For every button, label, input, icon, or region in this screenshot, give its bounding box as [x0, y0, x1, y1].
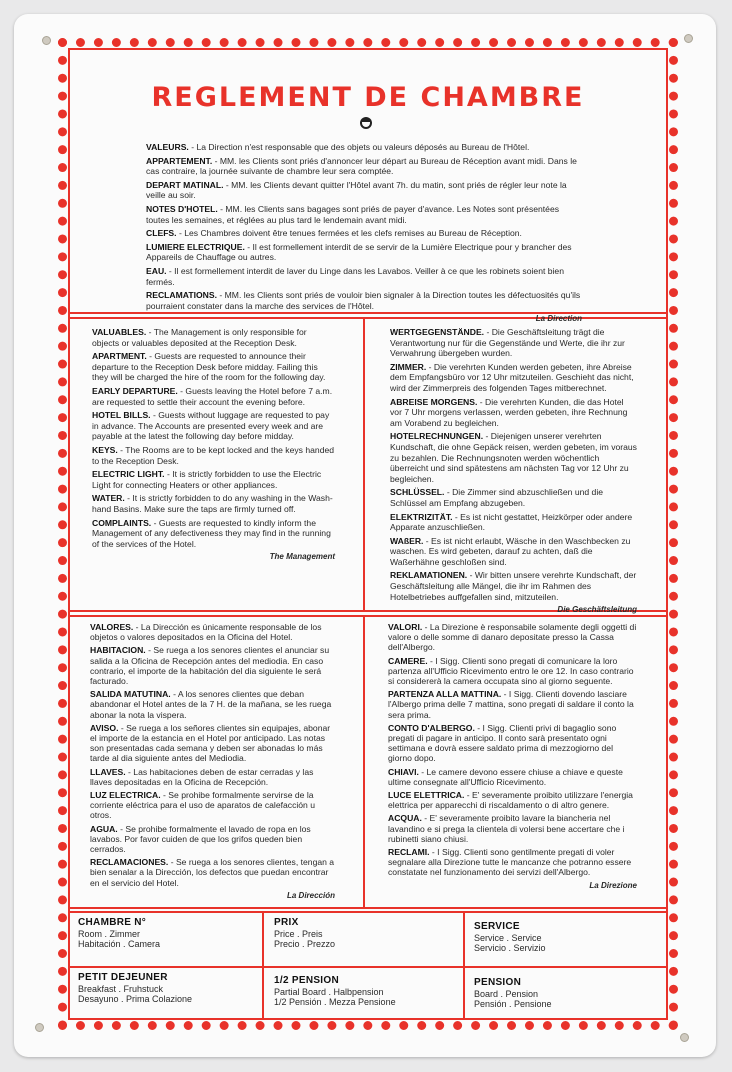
info-room-head: CHAMBRE N°: [78, 917, 147, 928]
rule-text: - Les Chambres doivent être tenues fermées et les clefs remises au Bureau de Réception.: [176, 228, 522, 239]
rule-text: - A los senores clientes que deban abandonar el Hotel antes de la 7 H. de la mañana, se les ruega abonar la nota la vispera.: [90, 689, 332, 720]
rules-italian: [388, 622, 637, 891]
rule-text: - Le camere devono essere chiuse a chiave e queste ultime consegnate all'Ufficio Ricevimento.: [388, 766, 623, 787]
rule-text: - Es ist nicht erlaubt, Wäsche in den Waschbecken zu waschen. Es wird gebeten, darauf zu achten, daß die Waßerhähne geschloßen sind.: [390, 535, 631, 567]
rule-label: RECLAMI.: [388, 847, 430, 858]
info-room-line2: Habitación . Camera: [78, 939, 161, 949]
rule-item: [146, 266, 582, 287]
rule-item: [90, 857, 335, 888]
rule-label: RECLAMATIONS.: [146, 290, 217, 301]
screw-hole-top-left: [42, 36, 51, 45]
rule-label: CONTO D'ALBERGO.: [388, 722, 475, 733]
rule-item: [90, 622, 335, 642]
rule-text: - I Sigg. Clienti dovendo lasciare l'Albergo prima delle 7 mattina, sono pregati di saldare il conto la sera prima.: [388, 689, 634, 720]
rule-text: - Se prohibe formalmente servirse de la corriente eléctrica para el uso de aparatos de calefacción u otros.: [90, 790, 316, 821]
rule-item: [92, 469, 335, 490]
rule-text: - MM. les Clients sont priés d'annoncer leur départ au Bureau de Réception avant midi. Dans le cas contraire, la journée suivante de chambre leur sera comptée.: [146, 155, 577, 177]
divider-info-col-2: [463, 911, 465, 1020]
rule-text: - The Rooms are to be kept locked and the keys handed to the Reception Desk.: [92, 444, 335, 466]
info-service-line2: Servicio . Servizio: [474, 943, 546, 953]
rule-item: [92, 327, 335, 348]
info-full-board-line2: Pensión . Pensione: [474, 999, 552, 1009]
rule-item: [390, 512, 637, 533]
info-full-board-head: PENSION: [474, 977, 522, 988]
rule-item: [146, 290, 582, 311]
rule-item: [90, 824, 335, 855]
divider-info-2: [68, 911, 668, 913]
rule-label: VALORES.: [90, 622, 134, 632]
rule-label: ZIMMER.: [390, 361, 427, 372]
rule-text: - E' severamente proibito lavare la biancheria nel lavandino e si prega la clientela di volersi bene accertare che i rubinetti siano chiusi.: [388, 813, 625, 844]
rule-item: [146, 204, 582, 225]
rule-label: VALORI.: [388, 622, 423, 632]
info-half-board-head: 1/2 PENSION: [274, 975, 339, 986]
rule-item: [388, 813, 637, 844]
rule-text: - Guests are requested to announce their departure to the Reception Desk before midday. Failing this they will be charged the hire of the room for the following day.: [92, 351, 326, 383]
rule-text: - Las habitaciones deben de estar cerradas y las llaves depositadas en la Oficina de Recepción.: [90, 766, 314, 787]
rule-label: WERTGEGENSTÄNDE.: [390, 327, 485, 337]
rule-label: CAMERE.: [388, 655, 428, 666]
rule-item: [390, 362, 637, 394]
rule-text: - Se ruega a los señores clientes sin equipajes, abonar el importe de la estancia en el Hotel por anticipado. Las notas son presentadas cada semana y deben ser abonadas lo más tarde al dia siguiente antes del Mediodia.: [90, 722, 331, 764]
rule-item: [388, 656, 637, 687]
divider-info-row: [68, 966, 668, 968]
rule-item: [92, 445, 335, 466]
rule-text: - Wir bitten unsere verehrte Kundschaft, der Geschäftsleitung alle Mängel, die ihr im Rahmen des Hotelbetriebes auffgefallen sind, mitzuteilen.: [390, 570, 637, 602]
info-breakfast: [78, 973, 258, 1005]
rule-label: VALEURS.: [146, 142, 189, 152]
info-half-board-line1: Partial Board . Halbpension: [274, 986, 384, 997]
rule-text: - Die Geschäftsleitung trägt die Verantwortung nur für die Gegenstände und Werte, die ihr zur Verwahrung übergeben wurden.: [390, 327, 625, 359]
rule-item: [90, 767, 335, 787]
page-title: REGLEMENT DE CHAMBRE: [151, 82, 585, 113]
rule-label: VALUABLES.: [92, 327, 147, 337]
rule-text: - Guests without luggage are requested to pay in advance. The Accounts are presented every week and are payable at the latest the following day before midday.: [92, 410, 330, 442]
rule-item: [388, 622, 637, 653]
rule-label: RECLAMACIONES.: [90, 857, 169, 868]
rule-label: LUMIERE ELECTRIQUE.: [146, 241, 245, 252]
rule-label: HOTEL BILLS.: [92, 410, 151, 421]
hotel-emblem-icon: [360, 117, 372, 129]
rule-text: - The Management is only responsible for objects or valuables deposited at the Reception Desk.: [92, 327, 307, 348]
rule-item: [390, 487, 637, 508]
info-price: [274, 918, 454, 950]
rule-text: - I Sigg. Clienti privi di bagaglio sono pregati di pagare in anticipo. Il conto sarà presentato ogni settimana e dovrà essere saldato prima di mezzogiorno del giorno dopo.: [388, 722, 617, 764]
rule-label: REKLAMATIONEN.: [390, 570, 468, 581]
rule-text: - Die verehrten Kunden, die das Hotel vor 7 Uhr morgens verlassen, werden gebeten, ihre Rechnung am Vorabend zu begleichen.: [390, 396, 628, 428]
rule-item: [146, 228, 582, 239]
signature: La Direction: [535, 314, 582, 324]
screw-hole-top-right: [684, 34, 693, 43]
rule-text: - E' severamente proibito utilizzare l'energia elettrica per apparecchi di riscaldamento o di altro genere.: [388, 790, 633, 811]
rule-label: ELEKTRIZITÄT.: [390, 511, 453, 522]
divider-center-lower: [363, 615, 365, 907]
rule-item: [388, 847, 637, 878]
rule-item: [92, 493, 335, 514]
rule-item: [146, 142, 582, 153]
info-room-line1: Room . Zimmer: [78, 928, 141, 939]
rule-label: ACQUA.: [388, 813, 422, 824]
rule-text: - Es ist nicht gestattet, Heizkörper oder andere Apparate anzuschließen.: [390, 511, 633, 533]
info-service-head: SERVICE: [474, 921, 520, 932]
info-full-board: [474, 978, 654, 1010]
rule-label: PARTENZA ALLA MATTINA.: [388, 689, 502, 700]
rules-spanish: [90, 622, 335, 901]
rule-text: - Se ruega a los senores clientes, tengan a bien senalar a la Dirección, los defectos que puedan encontrar en el servicio del Hotel.: [90, 857, 335, 888]
rule-label: LUCE ELETTRICA.: [388, 790, 465, 801]
rule-item: [92, 386, 335, 407]
rule-item: [390, 536, 637, 568]
info-half-board: [274, 976, 460, 1008]
rule-item: [390, 431, 637, 484]
rule-text: - Die Zimmer sind abzuschließen und die Schlüssel am Empfang abzugeben.: [390, 487, 604, 508]
rule-item: [390, 397, 637, 429]
info-price-line1: Price . Preis: [274, 928, 323, 939]
rule-label: EAU.: [146, 265, 167, 276]
rules-german: [390, 327, 637, 616]
info-service: [474, 922, 654, 954]
rule-item: [146, 242, 582, 263]
rule-text: - It is strictly forbidden to do any washing in the Wash-hand Basins. Make sure the taps are firmly turned off.: [92, 493, 333, 514]
rule-label: COMPLAINTS.: [92, 517, 152, 528]
rule-item: [388, 790, 637, 810]
signature: Die Geschäftsleitung: [557, 605, 637, 615]
rule-text: - I Sigg. Clienti sono gentilmente pregati di voler segnalare alla Direzione tutte le mancanze che potranno essere constatate nel funzionamento dei servizi dell'Albergo.: [388, 847, 632, 878]
divider-center-upper: [363, 317, 365, 610]
rule-item: [146, 156, 582, 177]
rule-text: - Guests leaving the Hotel before 7 a.m. are requested to settle their account the evening before.: [92, 385, 333, 407]
rule-label: AGUA.: [90, 823, 118, 834]
rule-item: [146, 180, 582, 201]
rule-text: - Se prohibe formalmente el lavado de ropa en los lavabos. Por favor cuiden de que los grifos queden bien cerrados.: [90, 823, 311, 855]
rule-label: CHIAVI.: [388, 766, 419, 777]
rule-label: ELECTRIC LIGHT.: [92, 469, 165, 480]
rule-label: LLAVES.: [90, 766, 126, 777]
rule-label: CLEFS.: [146, 228, 177, 239]
rule-label: HOTELRECHNUNGEN.: [390, 431, 484, 442]
rule-item: [90, 790, 335, 821]
rule-text: - La Direction n'est responsable que des objets ou valeurs déposés au Bureau de l'Hôtel.: [188, 142, 530, 152]
rule-item: [388, 689, 637, 720]
signature: The Management: [269, 552, 335, 562]
rule-label: WAßER.: [390, 535, 424, 546]
screw-hole-bottom-left: [35, 1023, 44, 1032]
info-half-board-line2: 1/2 Pensión . Mezza Pensione: [274, 997, 396, 1007]
rule-item: [90, 645, 335, 686]
rule-text: - MM. les Clients sont priés de vouloir bien signaler à la Direction toutes les défectuosités qu'ils pourraient constater dans la marche des services de l'Hôtel.: [146, 290, 581, 311]
divider-info-col-1: [262, 911, 264, 1020]
info-breakfast-line1: Breakfast . Fruhstuck: [78, 983, 164, 994]
rule-text: - MM. les Clients sans bagages sont priés de payer d'avance. Les Notes sont présentées toutes les semaines, et réglées au plus tard le lendemain avant midi.: [146, 203, 560, 225]
rule-label: AVISO.: [90, 722, 119, 733]
info-breakfast-line2: Desayuno . Prima Colazione: [78, 994, 193, 1004]
info-room: [78, 918, 258, 950]
rule-text: - Diejenigen unserer verehrten Kundschaft, die ohne Gepäck reisen, werden gebeten, im voraus zu bezahlen. Die Rechnungsnoten werden wöchentlich überreicht und sind spätestens am nächsten Tag vor 12 Uhr zu begleichen.: [390, 431, 637, 484]
rule-item: [388, 723, 637, 764]
rule-text: - Die verehrten Kunden werden gebeten, ihre Abreise dem Empfangsbüro vor 12 Uhr mitzuteilen. Geschieht das nicht, wird der Zimmerpreis des folgenden Tages mitberechnet.: [390, 361, 634, 393]
rules-english: [92, 327, 335, 563]
rule-label: LUZ ELECTRICA.: [90, 790, 161, 801]
info-breakfast-head: PETIT DEJEUNER: [78, 972, 168, 983]
rule-item: [390, 327, 637, 359]
rule-item: [388, 767, 637, 787]
rule-label: KEYS.: [92, 444, 118, 455]
rule-label: HABITACION.: [90, 645, 146, 656]
info-price-head: PRIX: [274, 917, 299, 928]
screw-hole-bottom-right: [680, 1033, 689, 1042]
rule-text: - La Direzione è responsabile solamente degli oggetti di valore o delle somme di danaro depositate presso la Cassa dell'Albergo.: [388, 622, 637, 653]
rule-text: - Il est formellement interdit de se servir de la Lumière Electrique pour y brancher des Appareils de Chauffage ou autres.: [146, 241, 572, 263]
rule-label: APARTMENT.: [92, 351, 147, 362]
rule-label: ABREISE MORGENS.: [390, 396, 478, 407]
rule-label: EARLY DEPARTURE.: [92, 385, 178, 396]
info-price-line2: Precio . Prezzo: [274, 939, 336, 949]
rule-item: [92, 410, 335, 442]
rule-text: - MM. les Clients devant quitter l'Hôtel avant 7h. du matin, sont priés de régler leur note la veille au soir.: [146, 179, 567, 201]
rule-item: [92, 351, 335, 383]
info-full-board-line1: Board . Pension: [474, 988, 539, 999]
rules-french: [146, 142, 582, 325]
divider-info: [68, 907, 668, 909]
rule-label: SALIDA MATUTINA.: [90, 689, 171, 700]
rule-item: [90, 689, 335, 720]
rule-text: - Se ruega a los senores clientes el anunciar su salida a la Oficina de Recepción antes del mediodia. En caso contrario, el importe de la habitación del dia siguiente le será facturado.: [90, 645, 330, 687]
rule-label: SCHLÜSSEL.: [390, 487, 445, 498]
rule-text: - Guests are requested to kindly inform the Management of any defectiveness they may find in the running of the services of the Hotel.: [92, 517, 331, 549]
rule-label: NOTES D'HOTEL.: [146, 203, 218, 214]
rule-label: APPARTEMENT.: [146, 155, 213, 166]
info-service-line1: Service . Service: [474, 932, 542, 943]
rule-text: - It is strictly forbidden to use the Electric Light for connecting Heaters or other appliances.: [92, 469, 322, 490]
rule-text: - La Dirección es únicamente responsable de los objetos o valores depositados en la Oficina del Hotel.: [90, 622, 322, 643]
rule-item: [390, 570, 637, 602]
signature: La Direzione: [589, 880, 637, 890]
rule-item: [90, 723, 335, 764]
rule-text: - Il est formellement interdit de laver du Linge dans les Lavabos. Veiller à ce que les robinets soient bien fermés.: [146, 265, 564, 287]
rule-item: [92, 518, 335, 550]
rule-text: - I Sigg. Clienti sono pregati di comunicare la loro partenza all'Ufficio Ricevimento entro le ore 12. In caso contrario si considererà la camera occupata sino al giorno seguente.: [388, 655, 634, 687]
rule-label: WATER.: [92, 493, 125, 504]
rule-label: DEPART MATINAL.: [146, 179, 224, 190]
signature: La Dirección: [286, 890, 335, 900]
